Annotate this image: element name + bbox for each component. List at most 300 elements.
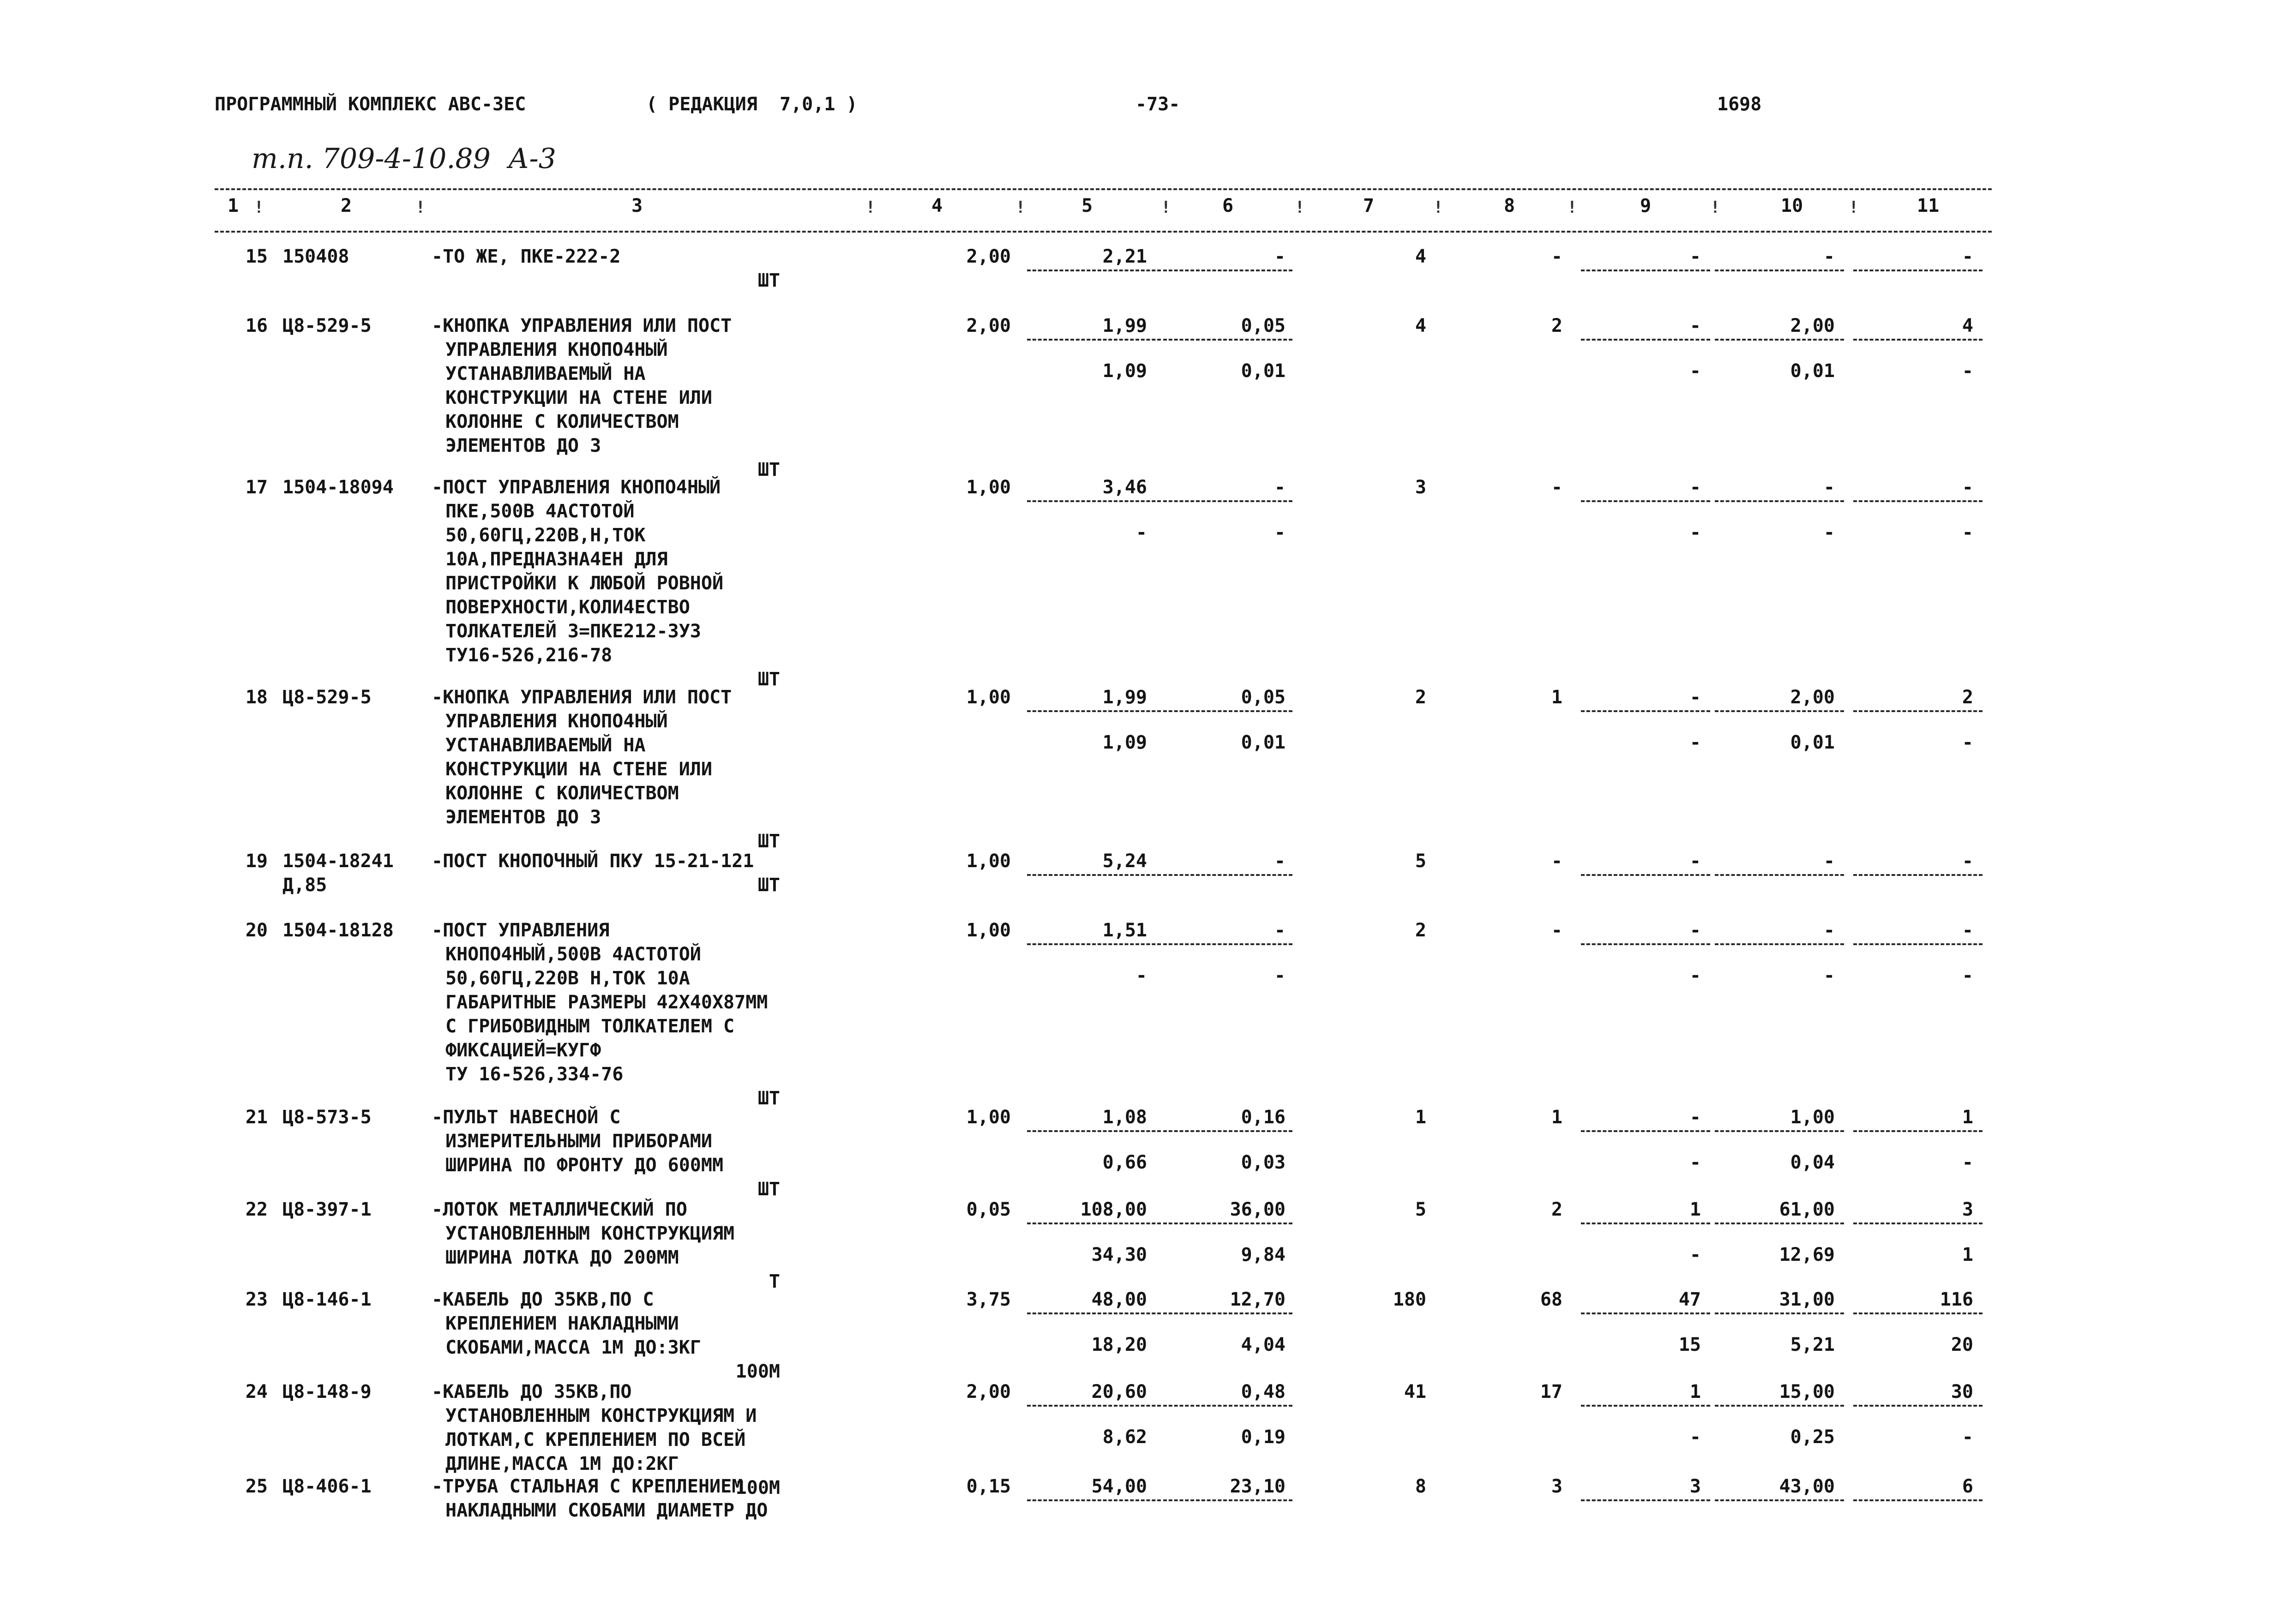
col10-sub-value: 0,25	[1790, 1426, 1835, 1448]
fraction-rule	[1163, 270, 1292, 271]
col5-sub-value: 1,09	[1102, 360, 1147, 382]
fraction-rule	[1715, 874, 1844, 876]
col5-value: 1,51	[1102, 920, 1147, 941]
description-line: -ТО ЖЕ, ПКЕ-222-2	[432, 246, 621, 267]
quantity-value: 2,00	[966, 315, 1011, 336]
col9-sub-value: -	[1689, 732, 1701, 753]
col10-value: 15,00	[1779, 1381, 1835, 1402]
description-line: -КНОПКА УПРАВЛЕНИЯ ИЛИ ПОСТ	[432, 315, 732, 336]
fraction-rule	[1027, 1222, 1161, 1224]
col9-value: 1	[1689, 1381, 1701, 1402]
col6-value: 12,70	[1230, 1289, 1286, 1310]
col5-value: 1,99	[1102, 687, 1147, 708]
column-number: 5	[1081, 195, 1093, 216]
col10-value: -	[1823, 851, 1835, 872]
col11-value: 30	[1951, 1381, 1973, 1402]
quantity-value: 2,00	[966, 1381, 1011, 1402]
fraction-rule	[1715, 1405, 1844, 1407]
work-description	[432, 1288, 701, 1360]
description-line: -ЛОТОК МЕТАЛЛИЧЕСКИЙ ПО	[432, 1199, 687, 1220]
col10-sub-value: -	[1823, 965, 1835, 986]
rate-code: Ц8-148-9	[282, 1381, 372, 1402]
row-number: 24	[245, 1381, 268, 1402]
col5-value: 54,00	[1091, 1476, 1147, 1497]
column-number: 10	[1781, 195, 1803, 216]
col8-value: 2	[1551, 315, 1562, 336]
column-separator: !	[1710, 198, 1720, 217]
col5-value: 48,00	[1091, 1289, 1147, 1310]
col7-value: 2	[1415, 920, 1426, 941]
description-line: УПРАВЛЕНИЯ КНОПО4НЫЙ	[445, 339, 668, 360]
row-number: 15	[245, 246, 268, 267]
col11-value: 3	[1962, 1199, 1973, 1220]
col10-value: 2,00	[1790, 687, 1835, 708]
fraction-rule	[1853, 1312, 1983, 1314]
col10-value: 43,00	[1779, 1476, 1835, 1497]
quantity-value: 2,00	[966, 246, 1011, 267]
description-line: ПОВЕРХНОСТИ,КОЛИ4ЕСТВО	[445, 597, 690, 618]
col9-value: -	[1689, 477, 1701, 498]
col6-value: 0,48	[1241, 1381, 1286, 1402]
fraction-rule	[1027, 1130, 1161, 1132]
description-line: НАКЛАДНЫМИ СКОБАМИ ДИАМЕТР ДО	[445, 1500, 768, 1521]
col10-sub-value: 0,01	[1790, 360, 1835, 382]
unit-of-measure: ШТ	[757, 1088, 780, 1109]
description-line: -ПОСТ УПРАВЛЕНИЯ	[432, 920, 610, 941]
work-description	[432, 1474, 768, 1522]
col5-value: 3,46	[1102, 477, 1147, 498]
column-separator: !	[1567, 198, 1577, 217]
quantity-value: 1,00	[966, 477, 1011, 498]
col9-sub-value: -	[1689, 1426, 1701, 1448]
unit-of-measure: ШТ	[757, 270, 780, 291]
fraction-rule	[1581, 339, 1710, 341]
col10-sub-value: 12,69	[1779, 1244, 1835, 1265]
rate-code: Ц8-146-1	[282, 1289, 372, 1310]
fraction-rule	[1027, 1499, 1161, 1501]
description-line: ПКЕ,500В 4АСТОТОЙ	[445, 501, 635, 522]
description-line: ТУ 16-526,334-76	[445, 1064, 624, 1085]
col5-sub-value: 0,66	[1102, 1152, 1147, 1173]
column-number: 4	[931, 195, 943, 216]
fraction-rule	[1027, 1312, 1161, 1314]
row-number: 17	[245, 477, 268, 498]
description-line: 10А,ПРЕДНАЗНА4ЕН ДЛЯ	[445, 549, 668, 570]
col9-value: 47	[1678, 1289, 1701, 1310]
fraction-rule	[1027, 339, 1161, 341]
col8-value: -	[1551, 477, 1562, 498]
header-top-rule	[215, 188, 1992, 190]
col5-sub-value: -	[1135, 522, 1147, 543]
quantity-value: 1,00	[966, 851, 1011, 872]
row-number: 18	[245, 687, 268, 708]
description-line: -ПУЛЬТ НАВЕСНОЙ С	[432, 1107, 621, 1128]
description-line: УПРАВЛЕНИЯ КНОПО4НЫЙ	[445, 711, 668, 732]
description-line: С ГРИБОВИДНЫМ ТОЛКАТЕЛЕМ С	[445, 1016, 735, 1037]
fraction-rule	[1715, 1130, 1844, 1132]
fraction-rule	[1715, 1312, 1844, 1314]
col7-value: 4	[1415, 246, 1426, 267]
fraction-rule	[1853, 339, 1983, 341]
col7-value: 2	[1415, 687, 1426, 708]
rate-code-suffix: Д,85	[282, 875, 327, 896]
col11-value: 1	[1962, 1107, 1973, 1128]
description-line: СКОБАМИ,МАССА 1М ДО:3КГ	[445, 1337, 701, 1358]
description-line: 50,60ГЦ,220В,Н,ТОК	[445, 525, 646, 546]
unit-of-measure: 100М	[735, 1361, 780, 1382]
column-number: 9	[1640, 195, 1652, 216]
fraction-rule	[1027, 943, 1161, 945]
col8-value: -	[1551, 246, 1562, 267]
fraction-rule	[1027, 874, 1161, 876]
rate-code: 1504-18241	[282, 851, 394, 872]
col6-value: 36,00	[1230, 1199, 1286, 1220]
col11-value: -	[1962, 477, 1973, 498]
col10-sub-value: 5,21	[1790, 1334, 1835, 1355]
fraction-rule	[1027, 710, 1161, 712]
rate-code: 1504-18128	[282, 920, 394, 941]
col11-value: 116	[1940, 1289, 1973, 1310]
column-number: 11	[1917, 195, 1940, 216]
description-line: ГАБАРИТНЫЕ РАЗМЕРЫ 42Х40Х87ММ	[445, 992, 768, 1013]
col9-sub-value: -	[1689, 1244, 1701, 1265]
col9-value: 1	[1689, 1199, 1701, 1220]
work-description	[432, 685, 732, 829]
col6-value: 23,10	[1230, 1476, 1286, 1497]
col11-value: -	[1962, 920, 1973, 941]
fraction-rule	[1581, 1130, 1710, 1132]
description-line: КРЕПЛЕНИЕМ НАКЛАДНЫМИ	[445, 1313, 679, 1334]
fraction-rule	[1027, 500, 1161, 502]
col11-sub-value: 20	[1951, 1334, 1973, 1355]
col11-value: -	[1962, 851, 1973, 872]
fraction-rule	[1853, 943, 1983, 945]
fraction-rule	[1581, 1405, 1710, 1407]
col7-value: 4	[1415, 315, 1426, 336]
col8-value: 3	[1551, 1476, 1562, 1497]
col5-value: 1,99	[1102, 315, 1147, 336]
description-line: ТОЛКАТЕЛЕЙ 3=ПКЕ212-3У3	[445, 621, 701, 642]
fraction-rule	[1163, 943, 1292, 945]
col9-sub-value: 15	[1678, 1334, 1701, 1355]
col5-value: 2,21	[1102, 246, 1147, 267]
fraction-rule	[1715, 500, 1844, 502]
col11-sub-value: -	[1962, 1152, 1973, 1173]
col9-value: -	[1689, 687, 1701, 708]
col10-value: 61,00	[1779, 1199, 1835, 1220]
description-line: ИЗМЕРИТЕЛЬНЫМИ ПРИБОРАМИ	[445, 1131, 712, 1152]
unit-of-measure: ШТ	[757, 459, 780, 480]
col8-value: -	[1551, 920, 1562, 941]
col6-value: 0,16	[1241, 1107, 1286, 1128]
col8-value: 1	[1551, 687, 1562, 708]
document-code: 1698	[1717, 94, 1762, 115]
fraction-rule	[1581, 1499, 1710, 1501]
row-number: 19	[245, 851, 268, 872]
work-description	[432, 314, 732, 458]
col9-value: 3	[1689, 1476, 1701, 1497]
column-separator: !	[1433, 198, 1443, 217]
description-line: УСТАНАВЛИВАЕМЫЙ НА	[445, 363, 646, 384]
column-number: 8	[1504, 195, 1515, 216]
quantity-value: 1,00	[966, 687, 1011, 708]
fraction-rule	[1715, 710, 1844, 712]
description-line: -ПОСТ УПРАВЛЕНИЯ КНОПО4НЫЙ	[432, 477, 721, 498]
description-line: КОНСТРУКЦИИ НА СТЕНЕ ИЛИ	[445, 387, 712, 408]
col8-value: -	[1551, 851, 1562, 872]
fraction-rule	[1581, 1222, 1710, 1224]
col10-sub-value: 0,04	[1790, 1152, 1835, 1173]
description-line: УСТАНОВЛЕННЫМ КОНСТРУКЦИЯМ	[445, 1223, 735, 1244]
fraction-rule	[1027, 1405, 1161, 1407]
fraction-rule	[1163, 710, 1292, 712]
col6-sub-value: -	[1274, 522, 1286, 543]
col6-sub-value: 0,19	[1241, 1426, 1286, 1448]
col10-value: 31,00	[1779, 1289, 1835, 1310]
fraction-rule	[1581, 943, 1710, 945]
quantity-value: 1,00	[966, 920, 1011, 941]
col5-sub-value: -	[1135, 965, 1147, 986]
col7-value: 41	[1404, 1381, 1426, 1402]
col6-sub-value: 9,84	[1241, 1244, 1286, 1265]
quantity-value: 0,15	[966, 1476, 1011, 1497]
column-separator: !	[1849, 198, 1859, 217]
col6-value: 0,05	[1241, 687, 1286, 708]
col8-value: 1	[1551, 1107, 1562, 1128]
row-number: 20	[245, 920, 268, 941]
col8-value: 17	[1540, 1381, 1562, 1402]
rate-code: 1504-18094	[282, 477, 394, 498]
description-line: -КНОПКА УПРАВЛЕНИЯ ИЛИ ПОСТ	[432, 687, 732, 708]
fraction-rule	[1853, 1499, 1983, 1501]
unit-of-measure: ШТ	[757, 669, 780, 690]
fraction-rule	[1163, 339, 1292, 341]
fraction-rule	[1163, 1222, 1292, 1224]
description-line: ПРИСТРОЙКИ К ЛЮБОЙ РОВНОЙ	[445, 573, 724, 594]
description-line: ТУ16-526,216-78	[445, 645, 613, 666]
description-line: ШИРИНА ЛОТКА ДО 200ММ	[445, 1247, 679, 1268]
column-separator: !	[415, 198, 426, 217]
fraction-rule	[1853, 270, 1983, 271]
col7-value: 5	[1415, 1199, 1426, 1220]
fraction-rule	[1581, 874, 1710, 876]
quantity-value: 0,05	[966, 1199, 1011, 1220]
unit-of-measure: Т	[769, 1271, 780, 1292]
work-description	[432, 1380, 757, 1476]
column-separator: !	[865, 198, 876, 217]
description-line: -ПОСТ КНОПОЧНЫЙ ПКУ 15-21-121	[432, 851, 754, 872]
rate-code: Ц8-529-5	[282, 315, 372, 336]
col6-value: -	[1274, 477, 1286, 498]
description-line: ЭЛЕМЕНТОВ ДО 3	[445, 807, 601, 828]
fraction-rule	[1853, 500, 1983, 502]
column-number: 3	[631, 195, 643, 216]
row-number: 23	[245, 1289, 268, 1310]
row-number: 25	[245, 1476, 268, 1497]
rate-code: Ц8-573-5	[282, 1107, 372, 1128]
col11-sub-value: 1	[1962, 1244, 1973, 1265]
quantity-value: 1,00	[966, 1107, 1011, 1128]
unit-of-measure: 100М	[735, 1477, 780, 1498]
fraction-rule	[1163, 1499, 1292, 1501]
col11-value: 6	[1962, 1476, 1973, 1497]
description-line: УСТАНОВЛЕННЫМ КОНСТРУКЦИЯМ И	[445, 1405, 757, 1426]
work-description	[432, 849, 754, 873]
page-marker: -73-	[1135, 94, 1180, 115]
rate-code: Ц8-397-1	[282, 1199, 372, 1220]
rate-code: Ц8-406-1	[282, 1476, 372, 1497]
col9-value: -	[1689, 1107, 1701, 1128]
col10-sub-value: -	[1823, 522, 1835, 543]
col5-sub-value: 34,30	[1091, 1244, 1147, 1265]
fraction-rule	[1163, 1130, 1292, 1132]
edition-label: ( РЕДАКЦИЯ 7,0,1 )	[646, 94, 858, 115]
col6-sub-value: 0,01	[1241, 360, 1286, 382]
work-description	[432, 245, 620, 269]
col8-value: 68	[1540, 1289, 1562, 1310]
fraction-rule	[1715, 1222, 1844, 1224]
description-line: КОНСТРУКЦИИ НА СТЕНЕ ИЛИ	[445, 759, 712, 780]
fraction-rule	[1853, 874, 1983, 876]
work-description	[432, 1105, 723, 1177]
col9-value: -	[1689, 246, 1701, 267]
fraction-rule	[1853, 710, 1983, 712]
description-line: ЭЛЕМЕНТОВ ДО 3	[445, 435, 601, 456]
row-number: 22	[245, 1199, 268, 1220]
fraction-rule	[1853, 1130, 1983, 1132]
col6-sub-value: 0,01	[1241, 732, 1286, 753]
col11-sub-value: -	[1962, 1426, 1973, 1448]
column-separator: !	[1295, 198, 1305, 217]
col5-value: 20,60	[1091, 1381, 1147, 1402]
column-number-row	[215, 194, 1992, 218]
fraction-rule	[1027, 270, 1161, 271]
description-line: КОЛОННЕ С КОЛИЧЕСТВОМ	[445, 411, 679, 432]
fraction-rule	[1715, 339, 1844, 341]
col6-value: -	[1274, 246, 1286, 267]
work-description	[432, 1198, 734, 1270]
col8-value: 2	[1551, 1199, 1562, 1220]
description-line: КНОПО4НЫЙ,500В 4АСТОТОЙ	[445, 944, 701, 965]
rate-code: 150408	[282, 246, 349, 267]
col7-value: 3	[1415, 477, 1426, 498]
col10-value: -	[1823, 920, 1835, 941]
description-line: ФИКСАЦИЕЙ=КУГФ	[445, 1040, 601, 1061]
fraction-rule	[1581, 500, 1710, 502]
col5-value: 108,00	[1080, 1199, 1147, 1220]
description-line: ШИРИНА ПО ФРОНТУ ДО 600ММ	[445, 1155, 724, 1176]
col6-value: 0,05	[1241, 315, 1286, 336]
work-description	[432, 918, 768, 1086]
col9-value: -	[1689, 315, 1701, 336]
col9-sub-value: -	[1689, 965, 1701, 986]
unit-of-measure: ШТ	[757, 875, 780, 896]
fraction-rule	[1581, 710, 1710, 712]
fraction-rule	[1715, 270, 1844, 271]
fraction-rule	[1163, 500, 1292, 502]
column-separator: !	[1161, 198, 1171, 217]
fraction-rule	[1853, 1222, 1983, 1224]
col6-value: -	[1274, 851, 1286, 872]
description-line: -КАБЕЛЬ ДО 35КВ,ПО	[432, 1381, 632, 1402]
description-line: 50,60ГЦ,220В Н,ТОК 10А	[445, 968, 690, 989]
program-title: ПРОГРАММНЫЙ КОМПЛЕКС АВС-ЗЕС	[215, 94, 526, 115]
col9-value: -	[1689, 851, 1701, 872]
row-number: 21	[245, 1107, 268, 1128]
column-number: 2	[341, 195, 352, 216]
fraction-rule	[1163, 874, 1292, 876]
unit-of-measure: ШТ	[757, 1179, 780, 1200]
header-bottom-rule	[215, 231, 1992, 233]
fraction-rule	[1163, 1312, 1292, 1314]
description-line: -ТРУБА СТАЛЬНАЯ С КРЕПЛЕНИЕМ	[432, 1476, 743, 1497]
col10-value: -	[1823, 477, 1835, 498]
fraction-rule	[1163, 1405, 1292, 1407]
unit-of-measure: ШТ	[757, 831, 780, 852]
col6-sub-value: 4,04	[1241, 1334, 1286, 1355]
col5-sub-value: 18,20	[1091, 1334, 1147, 1355]
work-description	[432, 475, 723, 667]
quantity-value: 3,75	[966, 1289, 1011, 1310]
col5-sub-value: 8,62	[1102, 1426, 1147, 1448]
fraction-rule	[1715, 943, 1844, 945]
col7-value: 1	[1415, 1107, 1426, 1128]
handwritten-note: т.п. 709-4-10.89 А-3	[252, 143, 556, 175]
col11-value: 4	[1962, 315, 1973, 336]
col7-value: 180	[1393, 1289, 1426, 1310]
description-line: ДЛИНЕ,МАССА 1М ДО:2КГ	[445, 1453, 679, 1474]
col11-sub-value: -	[1962, 965, 1973, 986]
column-number: 1	[228, 195, 239, 216]
col5-sub-value: 1,09	[1102, 732, 1147, 753]
col11-sub-value: -	[1962, 522, 1973, 543]
description-line: ЛОТКАМ,С КРЕПЛЕНИЕМ ПО ВСЕЙ	[445, 1429, 746, 1450]
col10-value: -	[1823, 246, 1835, 267]
column-separator: !	[1015, 198, 1026, 217]
col9-sub-value: -	[1689, 360, 1701, 382]
col5-value: 5,24	[1102, 851, 1147, 872]
col6-sub-value: 0,03	[1241, 1152, 1286, 1173]
col10-value: 1,00	[1790, 1107, 1835, 1128]
col11-sub-value: -	[1962, 732, 1973, 753]
col5-value: 1,08	[1102, 1107, 1147, 1128]
rate-code: Ц8-529-5	[282, 687, 372, 708]
column-number: 6	[1222, 195, 1234, 216]
col6-sub-value: -	[1274, 965, 1286, 986]
description-line: УСТАНАВЛИВАЕМЫЙ НА	[445, 735, 646, 756]
col6-value: -	[1274, 920, 1286, 941]
col9-sub-value: -	[1689, 1152, 1701, 1173]
row-number: 16	[245, 315, 268, 336]
col11-value: 2	[1962, 687, 1973, 708]
fraction-rule	[1581, 1312, 1710, 1314]
fraction-rule	[1581, 270, 1710, 271]
col7-value: 8	[1415, 1476, 1426, 1497]
fraction-rule	[1715, 1499, 1844, 1501]
column-separator: !	[254, 198, 264, 217]
description-line: КОЛОННЕ С КОЛИЧЕСТВОМ	[445, 783, 679, 804]
col10-sub-value: 0,01	[1790, 732, 1835, 753]
col9-value: -	[1689, 920, 1701, 941]
column-number: 7	[1363, 195, 1375, 216]
col11-value: -	[1962, 246, 1973, 267]
col11-sub-value: -	[1962, 360, 1973, 382]
col9-sub-value: -	[1689, 522, 1701, 543]
description-line: -КАБЕЛЬ ДО 35КВ,ПО С	[432, 1289, 654, 1310]
col7-value: 5	[1415, 851, 1426, 872]
col10-value: 2,00	[1790, 315, 1835, 336]
fraction-rule	[1853, 1405, 1983, 1407]
